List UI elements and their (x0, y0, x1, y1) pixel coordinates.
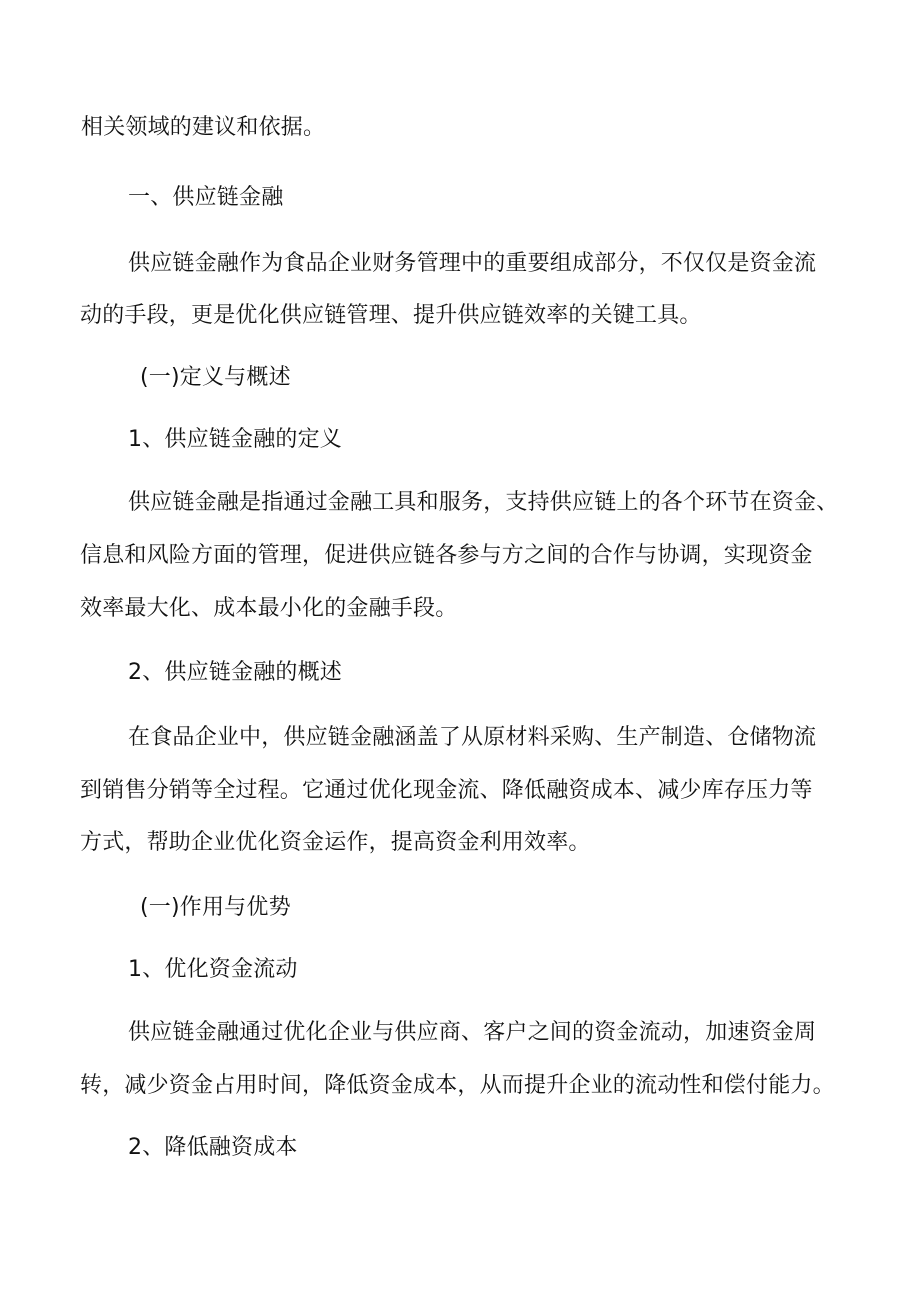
paragraph-text: 供应链金融通过优化企业与供应商、客户之间的资金流动，加速资金周 (128, 1020, 817, 1045)
paragraph-text: 信息和风险方面的管理，促进供应链各参与方之间的合作与协调，实现资金 (80, 543, 813, 568)
paragraph-continuation: 相关领域的建议和依据。 (81, 115, 326, 140)
section-heading: 一、供应链金融 (128, 185, 284, 210)
paragraph-text: 供应链金融是指通过金融工具和服务，支持供应链上的各个环节在资金、 (128, 490, 839, 515)
paragraph-text: 供应链金融作为食品企业财务管理中的重要组成部分，不仅仅是资金流 (128, 251, 817, 276)
subsection-heading: (一)作用与优势 (140, 895, 291, 920)
subsection-heading: (一)定义与概述 (140, 365, 291, 390)
item-heading: 2、降低融资成本 (128, 1135, 298, 1160)
paragraph-text: 在食品企业中，供应链金融涵盖了从原材料采购、生产制造、仓储物流 (128, 725, 817, 750)
paragraph-text: 转，减少资金占用时间，降低资金成本，从而提升企业的流动性和偿付能力。 (80, 1073, 835, 1098)
paragraph-text: 方式，帮助企业优化资金运作，提高资金利用效率。 (80, 830, 591, 855)
item-heading: 2、供应链金融的概述 (128, 660, 342, 685)
paragraph-text: 动的手段，更是优化供应链管理、提升供应链效率的关键工具。 (80, 303, 702, 328)
item-heading: 1、供应链金融的定义 (128, 427, 342, 452)
paragraph-text: 到销售分销等全过程。它通过优化现金流、降低融资成本、减少库存压力等 (80, 778, 813, 803)
item-heading: 1、优化资金流动 (128, 957, 298, 982)
paragraph-text: 效率最大化、成本最小化的金融手段。 (80, 596, 458, 621)
